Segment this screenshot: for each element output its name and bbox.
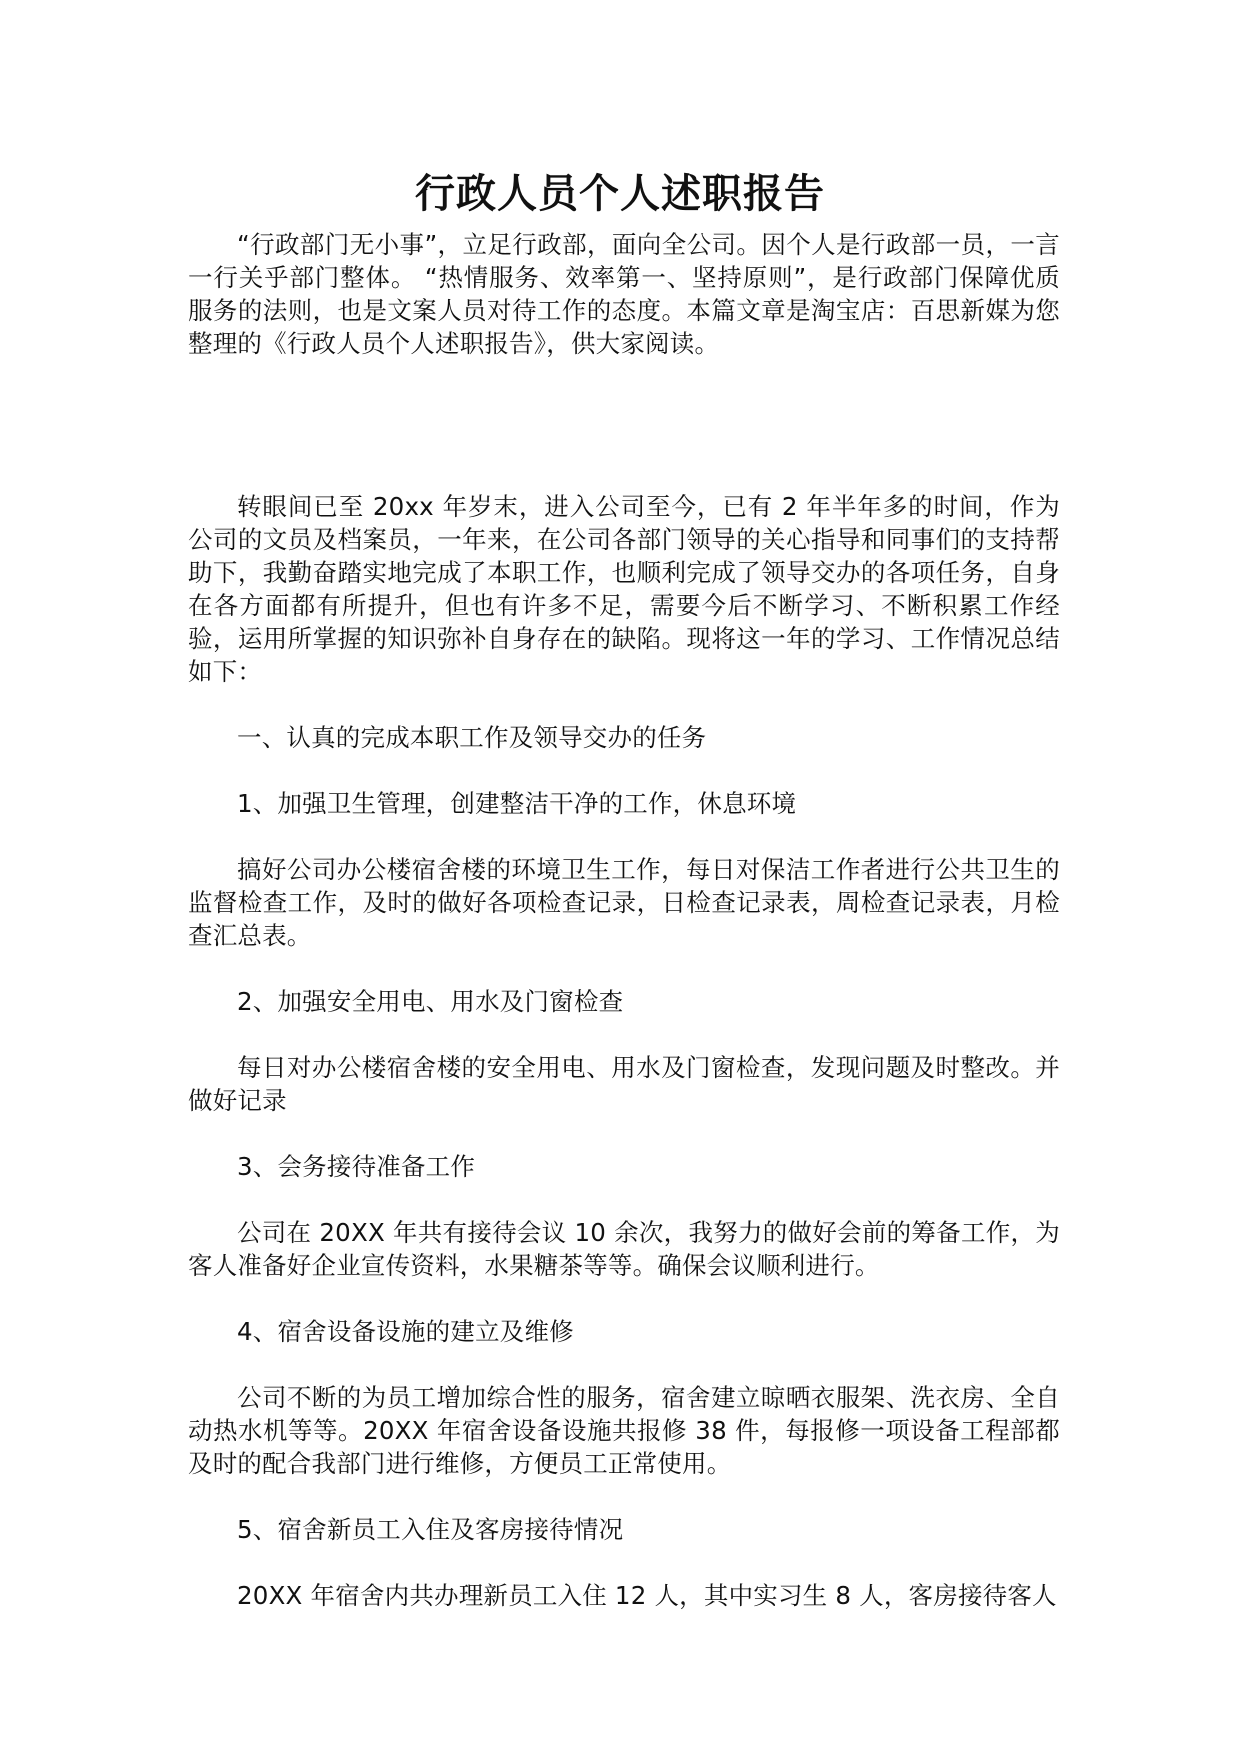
body-paragraph: 20XX 年宿舍内共办理新员工入住 12 人，其中实习生 8 人，客房接待客人 [237, 1581, 1057, 1610]
body-paragraph: 每日对办公楼宿舍楼的安全用电、用水及门窗检查，发现问题及时整改。并做好记录 [188, 1053, 1060, 1115]
subsection-heading: 3、会务接待准备工作 [237, 1152, 476, 1181]
intro-paragraph: “行政部门无小事”，立足行政部，面向全公司。因个人是行政部一员，一言一行关乎部门整体。 “热情服务、效率第一、坚持原则”，是行政部门保障优质服务的法则，也是文案人员对待工作的态度。本篇文章是淘宝店：百思新媒为您整理的《行政人员个人述职报告》，供大家阅读。 [188, 230, 1060, 358]
subsection-heading: 2、加强安全用电、用水及门窗检查 [237, 987, 624, 1016]
body-paragraph: 公司不断的为员工增加综合性的服务，宿舍建立晾晒衣服架、洗衣房、全自动热水机等等。20XX 年宿舍设备设施共报修 38 件，每报修一项设备工程部都及时的配合我部门进行维修，方便员工正常使用。 [188, 1383, 1060, 1478]
body-paragraph: 公司在 20XX 年共有接待会议 10 余次，我努力的做好会前的筹备工作，为客人准备好企业宣传资料，水果糖茶等等。确保会议顺利进行。 [188, 1218, 1060, 1280]
document-title: 行政人员个人述职报告 [415, 171, 825, 217]
spacer [188, 360, 1060, 490]
body-paragraph: 转眼间已至 20xx 年岁末，进入公司至今，已有 2 年半年多的时间，作为公司的文员及档案员，一年来，在公司各部门领导的关心指导和同事们的支持帮助下，我勤奋踏实地完成了本职工作，也顺利完成了领导交办的各项任务，自身在各方面都有所提升，但也有许多不足，需要今后不断学习、不断积累工作经验，运用所掌握的知识弥补自身存在的缺陷。现将这一年的学习、工作情况总结如下： [188, 492, 1060, 686]
subsection-heading: 4、宿舍设备设施的建立及维修 [237, 1317, 574, 1346]
body-paragraph: 搞好公司办公楼宿舍楼的环境卫生工作，每日对保洁工作者进行公共卫生的监督检查工作，及时的做好各项检查记录，日检查记录表，周检查记录表，月检查汇总表。 [188, 855, 1060, 950]
document-body [188, 228, 1060, 1612]
subsection-heading: 1、加强卫生管理，创建整洁干净的工作，休息环境 [237, 789, 797, 818]
section-heading: 一、认真的完成本职工作及领导交办的任务 [237, 723, 707, 752]
subsection-heading: 5、宿舍新员工入住及客房接待情况 [237, 1515, 624, 1544]
